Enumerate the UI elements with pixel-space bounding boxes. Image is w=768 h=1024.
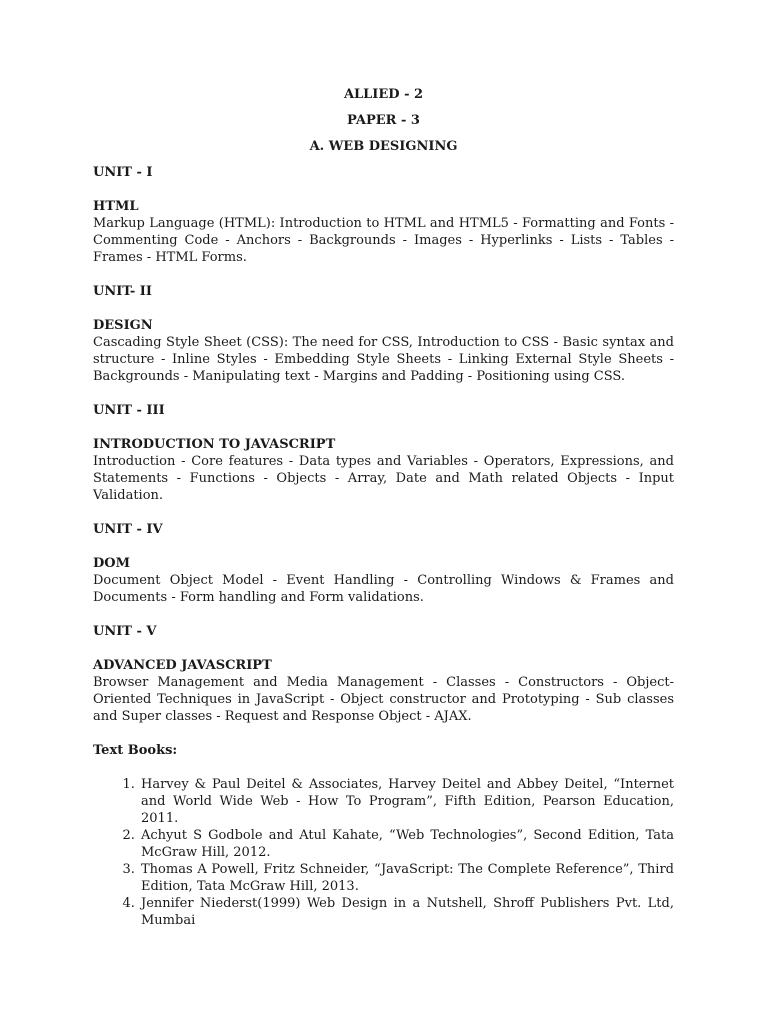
unit-3-topic: INTRODUCTION TO JAVASCRIPT [93,437,336,452]
unit-1-topic: HTML [93,199,139,214]
unit-3-label: UNIT - III [93,403,165,418]
unit-2-body: Cascading Style Sheet (CSS): The need for CSS, Introduction to CSS - Basic syntax and structure - Inline Styles - Embedding Style Sheets - Linking External Style Sheets - Backgrounds - Manipulating text - Margins and Padding - Positioning using CSS. [93,335,674,384]
unit-5-topic: ADVANCED JAVASCRIPT [93,658,272,673]
text-book-item: 1. Harvey & Paul Deitel & Associates, Harvey Deitel and Abbey Deitel, “Internet and World Wide Web - How To Program”, Fifth Edition, Pearson Education, 2011. [139,776,674,827]
text-book-item: 2. Achyut S Godbole and Atul Kahate, “Web Technologies”, Second Edition, Tata McGraw Hill, 2012. [139,827,674,861]
syllabus-content [93,86,674,929]
subject-heading: A. WEB DESIGNING [309,139,458,154]
text-books-heading: Text Books: [93,743,178,758]
text-books-list [93,776,674,929]
text-book-item: 3. Thomas A Powell, Fritz Schneider, “JavaScript: The Complete Reference”, Third Edition, Tata McGraw Hill, 2013. [139,861,674,895]
unit-2-topic: DESIGN [93,318,153,333]
unit-4-label: UNIT - IV [93,522,163,537]
unit-2-label: UNIT- II [93,284,152,299]
paper-heading: PAPER - 3 [347,113,420,128]
text-book-item: 4. Jennifer Niederst(1999) Web Design in a Nutshell, Shroff Publishers Pvt. Ltd, Mumbai [139,895,674,929]
unit-3-body: Introduction - Core features - Data types and Variables - Operators, Expressions, and Statements - Functions - Objects - Array, Date and Math related Objects - Input Validation. [93,454,674,503]
course-code-heading: ALLIED - 2 [343,87,424,102]
unit-1-body: Markup Language (HTML): Introduction to HTML and HTML5 - Formatting and Fonts - Commenting Code - Anchors - Backgrounds - Images - Hyperlinks - Lists - Tables - Frames - HTML Forms. [93,216,674,265]
unit-4-body: Document Object Model - Event Handling - Controlling Windows & Frames and Documents - Form handling and Form validations. [93,573,674,605]
unit-4-topic: DOM [93,556,130,571]
unit-5-label: UNIT - V [93,624,157,639]
unit-5-body: Browser Management and Media Management - Classes - Constructors - Object-Oriented Techniques in JavaScript - Object constructor and Prototyping - Sub classes and Super classes - Request and Response Object - AJAX. [93,675,674,724]
unit-1-label: UNIT - I [93,165,153,180]
